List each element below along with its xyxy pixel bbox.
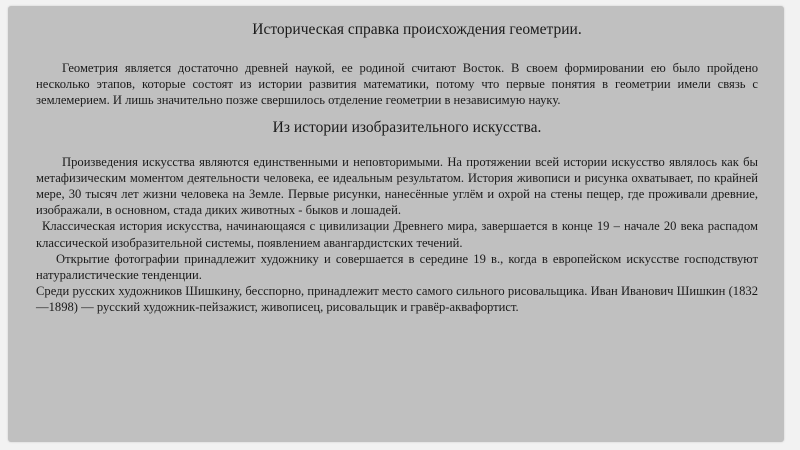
geometry-history-paragraph: Геометрия является достаточно древней наукой, ее родиной считают Восток. В своем формировании ею было пройдено несколько этапов, которые состоят из истории развития математики, потому что первые понятия в геометрии имели связь с землемерием. И лишь значительно позже свершилось отделение геометрии в независимую науку. [36,61,758,108]
art-history-paragraph-3: Открытие фотографии принадлежит художнику и совершается в середине 19 в., когда в европейском искусстве господствуют натуралистические тенденции. [36,251,758,283]
art-history-paragraph-2: Классическая история искусства, начинающаяся с цивилизации Древнего мира, завершается в конце 19 – начале 20 века распадом классической изобразительной системы, появлением авангардистских течений. [36,219,758,250]
art-history-title: Из истории изобразительного искусства. [272,118,542,136]
slide-content [36,20,758,316]
art-history-paragraph-4: Среди русских художников Шишкину, бесспорно, принадлежит место самого сильного рисовальщика. Иван Иванович Шишкин (1832—1898) — русский художник-пейзажист, живописец, рисовальщик и гравёр-аквафортист. [36,284,758,315]
geometry-history-title: Историческая справка происхождения геометрии. [252,21,582,38]
slide [8,6,784,442]
art-history-paragraph-1: Произведения искусства являются единственными и неповторимыми. На протяжении всей истории искусство являлось как бы метафизическим моментом деятельности человека, ее идеальным результатом. История живописи и рисунка охватывает, по крайней мере, 30 тысяч лет жизни человека на Земле. Первые рисунки, нанесённые углём и охрой на стены пещер, где проживали древние, изображали, в основном, стада диких животных - быков и лошадей. [36,154,758,218]
